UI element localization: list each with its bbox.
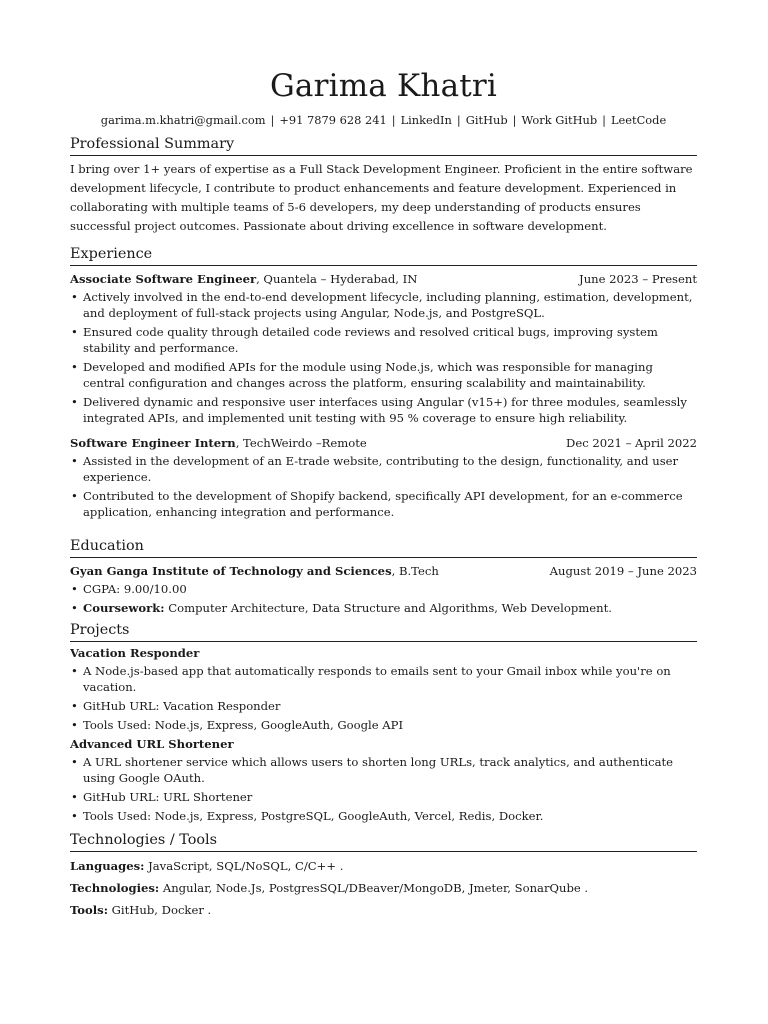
project-bullets	[70, 663, 697, 733]
job-dates: June 2023 – Present	[579, 272, 697, 286]
education-dates: August 2019 – June 2023	[549, 564, 697, 578]
experience-section	[70, 244, 697, 520]
list-item: • GitHub URL: Vacation Responder	[71, 699, 281, 713]
email-link[interactable]: garima.m.khatri@gmail.com	[100, 113, 266, 127]
leetcode-link[interactable]: LeetCode	[610, 113, 667, 127]
job-bullets	[70, 453, 697, 520]
list-item: • Tools Used: Node.js, Express, GoogleAuth, Google API	[71, 718, 404, 732]
job-entry	[70, 271, 697, 426]
list-item: • Ensured code quality through detailed code reviews and resolved critical bugs, improving system stability and performance.	[71, 325, 658, 355]
github-link[interactable]: GitHub	[465, 113, 508, 127]
summary-section	[70, 134, 697, 236]
project-title: Advanced URL Shortener	[70, 737, 234, 751]
education-header	[70, 563, 697, 579]
job-role: Software Engineer Intern	[70, 436, 236, 450]
summary-text: I bring over 1+ years of expertise as a Full Stack Development Engineer. Proficient in the entire software development lifecycle, I contribute to product enhancements and feature development. Experienced in collaborating with multiple teams of 5-6 developers, my deep understanding of products ensures successful project outcomes. Passionate about driving excellence in software development.	[70, 162, 693, 233]
list-item: • Delivered dynamic and responsive user interfaces using Angular (v15+) for three modules, seamlessly integrated APIs, and implemented unit testing with 95 % coverage to ensure high reliability.	[71, 395, 687, 425]
job-org: , TechWeirdo –Remote	[235, 436, 367, 450]
list-item: • Developed and modified APIs for the module using Node.js, which was responsible for managing central configuration and changes across the platform, ensuring scalability and maintainability.	[71, 360, 653, 390]
technologies-line: Technologies: Angular, Node.Js, PostgresSQL/DBeaver/MongoDB, Jmeter, SonarQube .	[70, 881, 589, 895]
section-title-projects: Projects	[70, 620, 697, 642]
education-entry	[70, 563, 697, 616]
list-item: • Actively involved in the end-to-end development lifecycle, including planning, estimation, development, and deployment of full-stack projects using Angular, Node.js, and PostgreSQL.	[71, 290, 693, 320]
linkedin-link[interactable]: LinkedIn	[400, 113, 452, 127]
candidate-name: Garima Khatri	[269, 68, 498, 104]
work-github-link[interactable]: Work GitHub	[521, 113, 598, 127]
job-dates: Dec 2021 – April 2022	[566, 436, 697, 450]
job-role: Associate Software Engineer	[70, 272, 257, 286]
tech-section	[70, 830, 697, 918]
tools-line: Tools: GitHub, Docker .	[70, 903, 212, 917]
job-org: , Quantela – Hyderabad, IN	[256, 272, 418, 286]
education-section	[70, 536, 697, 616]
school-name: Gyan Ganga Institute of Technology and Sciences	[70, 564, 392, 578]
section-title-experience: Experience	[70, 244, 697, 266]
list-item: • Contributed to the development of Shopify backend, specifically API development, for an e-commerce application, enhancing integration and performance.	[71, 489, 683, 519]
section-title-education: Education	[70, 536, 697, 558]
project-title: Vacation Responder	[70, 646, 200, 660]
languages-line: Languages: JavaScript, SQL/NoSQL, C/C++ .	[70, 859, 344, 873]
section-title-summary: Professional Summary	[70, 134, 697, 156]
section-title-tech: Technologies / Tools	[70, 830, 697, 852]
list-item: • A Node.js-based app that automatically responds to emails sent to your Gmail inbox while you're on vacation.	[71, 664, 671, 694]
job-header	[70, 271, 697, 287]
job-header	[70, 435, 697, 451]
list-item: • Tools Used: Node.js, Express, PostgreSQL, GoogleAuth, Vercel, Redis, Docker.	[71, 809, 544, 823]
list-item: • A URL shortener service which allows users to shorten long URLs, track analytics, and authenticate using Google OAuth.	[71, 755, 674, 785]
education-bullets	[70, 581, 697, 616]
job-bullets	[70, 289, 697, 426]
list-item: • Assisted in the development of an E-trade website, contributing to the design, functionality, and user experience.	[71, 454, 679, 484]
resume-page	[70, 64, 697, 918]
list-item: • GitHub URL: URL Shortener	[71, 790, 253, 804]
project-bullets	[70, 754, 697, 824]
list-item: • Coursework: Computer Architecture, Data Structure and Algorithms, Web Development.	[71, 601, 612, 615]
projects-section	[70, 620, 697, 824]
phone-number: +91 7879 628 241	[279, 113, 387, 127]
list-item: • CGPA: 9.00/10.00	[71, 582, 187, 596]
contact-line: garima.m.khatri@gmail.com | +91 7879 628 241 | LinkedIn | GitHub | Work GitHub | LeetCode	[100, 113, 667, 127]
job-entry	[70, 435, 697, 520]
degree: , B.Tech	[391, 564, 439, 578]
